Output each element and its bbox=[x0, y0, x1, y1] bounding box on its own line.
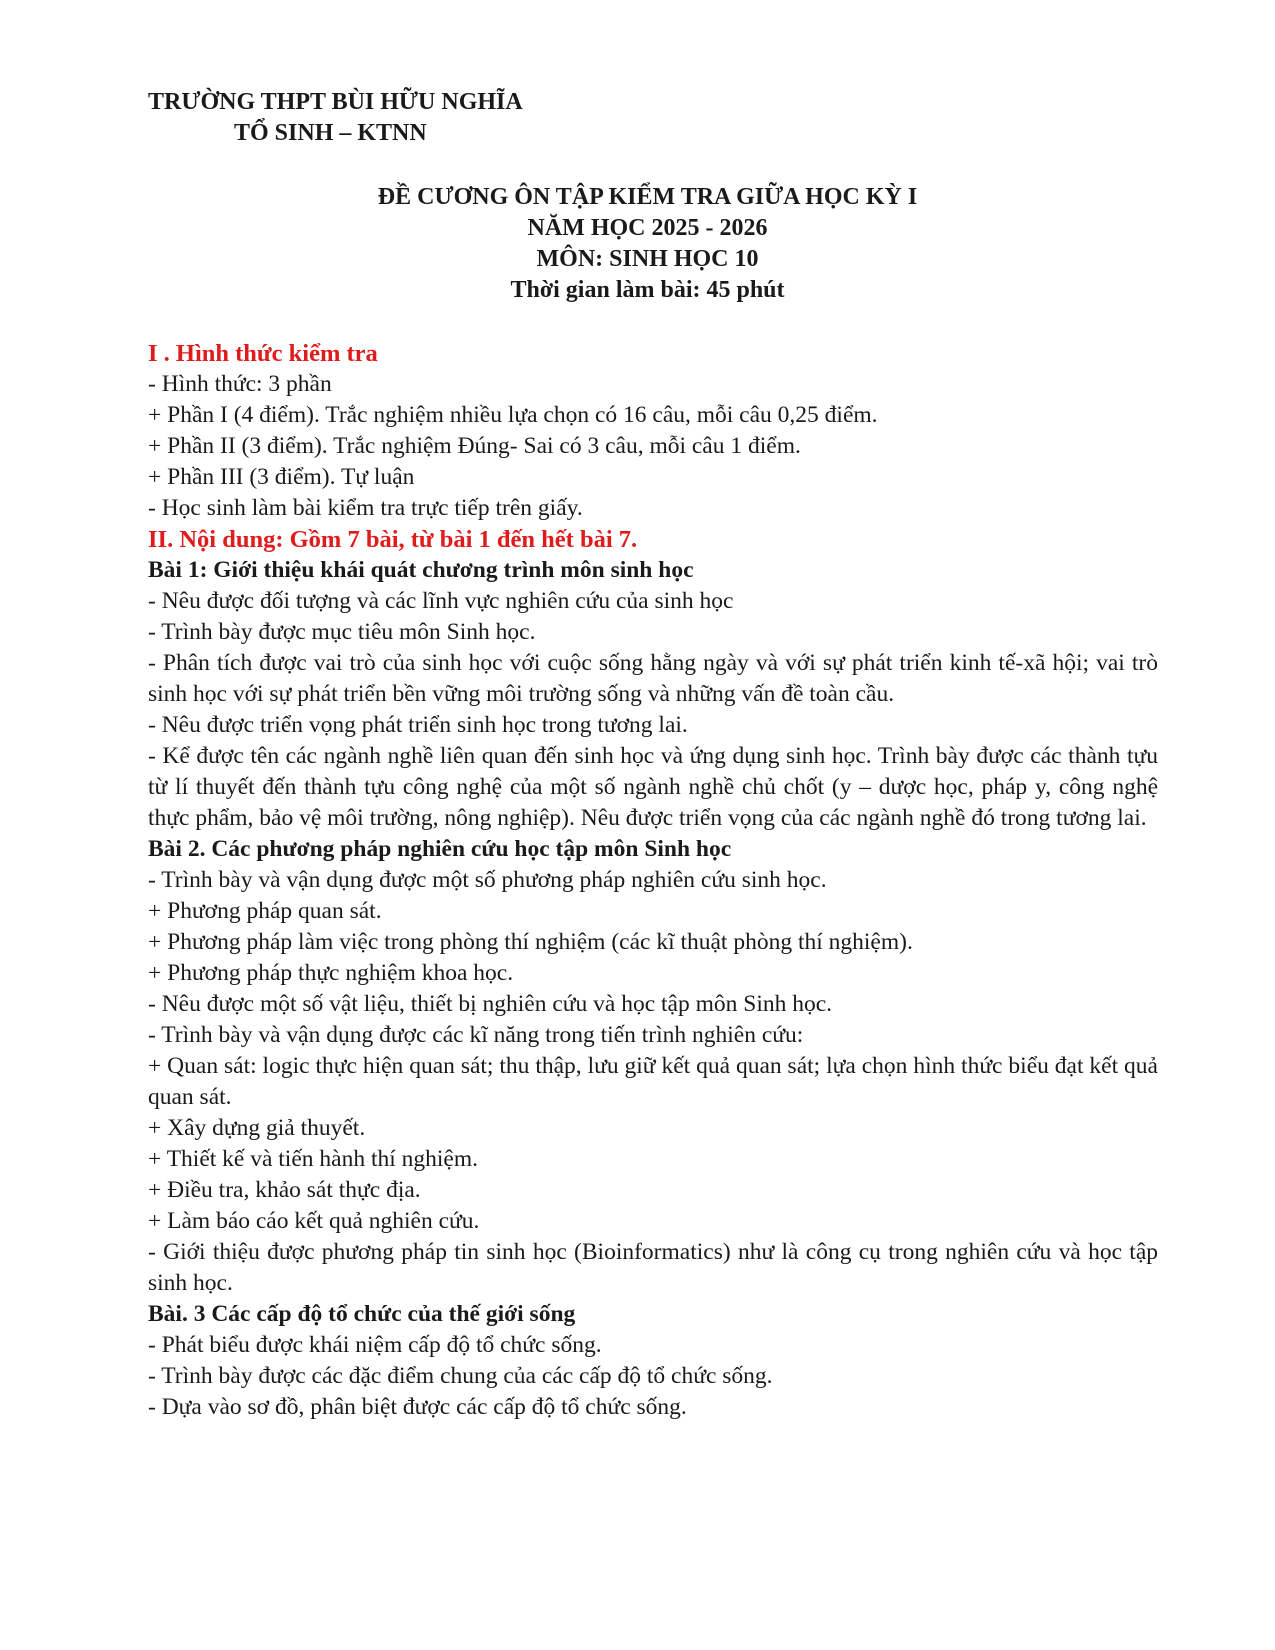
lesson2-line: - Giới thiệu được phương pháp tin sinh học (Bioinformatics) như là công cụ trong nghiên cứu và học tập sinh học. bbox=[148, 1239, 1158, 1296]
lesson1-line: - Nêu được triển vọng phát triển sinh học trong tương lai. bbox=[148, 712, 688, 738]
title-line-4: Thời gian làm bài: 45 phút bbox=[510, 277, 785, 303]
section1-line: - Học sinh làm bài kiểm tra trực tiếp trên giấy. bbox=[148, 495, 583, 521]
lesson1-line: - Trình bày được mục tiêu môn Sinh học. bbox=[148, 619, 536, 645]
section1-line: + Phần I (4 điểm). Trắc nghiệm nhiều lựa chọn có 16 câu, mỗi câu 0,25 điểm. bbox=[148, 402, 878, 428]
lesson3-line: - Dựa vào sơ đồ, phân biệt được các cấp độ tổ chức sống. bbox=[148, 1394, 687, 1420]
lesson1-line: - Kể được tên các ngành nghề liên quan đến sinh học và ứng dụng sinh học. Trình bày được các thành tựu từ lí thuyết đến thành tựu công nghệ của một số ngành nghề chủ chốt (y – dược học, pháp y, công nghệ thực phẩm, bảo vệ môi trường, nông nghiệp). Nêu được triển vọng của các ngành nghề đó trong tương lai. bbox=[148, 743, 1158, 831]
section-heading-2: II. Nội dung: Gồm 7 bài, từ bài 1 đến hết bài 7. bbox=[148, 526, 638, 553]
lesson2-line: - Trình bày và vận dụng được các kĩ năng trong tiến trình nghiên cứu: bbox=[148, 1022, 804, 1048]
lesson2-line: + Thiết kế và tiến hành thí nghiệm. bbox=[148, 1146, 478, 1172]
lesson3-line: - Trình bày được các đặc điểm chung của các cấp độ tổ chức sống. bbox=[148, 1363, 773, 1389]
lesson2-line: - Nêu được một số vật liệu, thiết bị nghiên cứu và học tập môn Sinh học. bbox=[148, 991, 833, 1017]
school-header bbox=[148, 88, 523, 148]
document-body bbox=[148, 338, 1158, 1423]
lesson2-line: + Phương pháp thực nghiệm khoa học. bbox=[148, 960, 514, 986]
department-name: TỔ SINH – KTNN bbox=[234, 119, 427, 146]
section1-line: - Hình thức: 3 phần bbox=[148, 371, 332, 397]
document-title bbox=[0, 182, 1275, 306]
lesson1-heading: Bài 1: Giới thiệu khái quát chương trình môn sinh học bbox=[148, 557, 694, 583]
lesson2-line: + Điều tra, khảo sát thực địa. bbox=[148, 1177, 421, 1203]
lesson2-heading: Bài 2. Các phương pháp nghiên cứu học tập môn Sinh học bbox=[148, 836, 732, 862]
lesson3-heading: Bài. 3 Các cấp độ tổ chức của thế giới sống bbox=[148, 1301, 576, 1327]
lesson2-line: - Trình bày và vận dụng được một số phương pháp nghiên cứu sinh học. bbox=[148, 867, 827, 893]
lesson2-line: + Phương pháp quan sát. bbox=[148, 898, 382, 924]
section1-line: + Phần III (3 điểm). Tự luận bbox=[148, 464, 415, 490]
section-heading-1: I . Hình thức kiểm tra bbox=[148, 340, 378, 367]
lesson2-line: + Xây dựng giả thuyết. bbox=[148, 1115, 366, 1141]
lesson3-line: - Phát biểu được khái niệm cấp độ tổ chức sống. bbox=[148, 1332, 602, 1358]
lesson2-line: + Phương pháp làm việc trong phòng thí nghiệm (các kĩ thuật phòng thí nghiệm). bbox=[148, 929, 913, 955]
lesson2-line: + Quan sát: logic thực hiện quan sát; thu thập, lưu giữ kết quả quan sát; lựa chọn hình thức biểu đạt kết quả quan sát. bbox=[148, 1053, 1158, 1110]
lesson1-line: - Nêu được đối tượng và các lĩnh vực nghiên cứu của sinh học bbox=[148, 588, 734, 614]
lesson1-line: - Phân tích được vai trò của sinh học với cuộc sống hằng ngày và với sự phát triển kinh tế-xã hội; vai trò sinh học với sự phát triển bền vững môi trường sống và những vấn đề toàn cầu. bbox=[148, 650, 1158, 707]
title-line-1: ĐỀ CƯƠNG ÔN TẬP KIỂM TRA GIỮA HỌC KỲ I bbox=[377, 184, 918, 210]
title-line-3: MÔN: SINH HỌC 10 bbox=[536, 246, 759, 272]
section1-line: + Phần II (3 điểm). Trắc nghiệm Đúng- Sai có 3 câu, mỗi câu 1 điểm. bbox=[148, 433, 801, 459]
lesson2-line: + Làm báo cáo kết quả nghiên cứu. bbox=[148, 1208, 480, 1234]
school-name: TRƯỜNG THPT BÙI HỮU NGHĨA bbox=[148, 89, 523, 115]
title-line-2: NĂM HỌC 2025 - 2026 bbox=[527, 215, 768, 241]
